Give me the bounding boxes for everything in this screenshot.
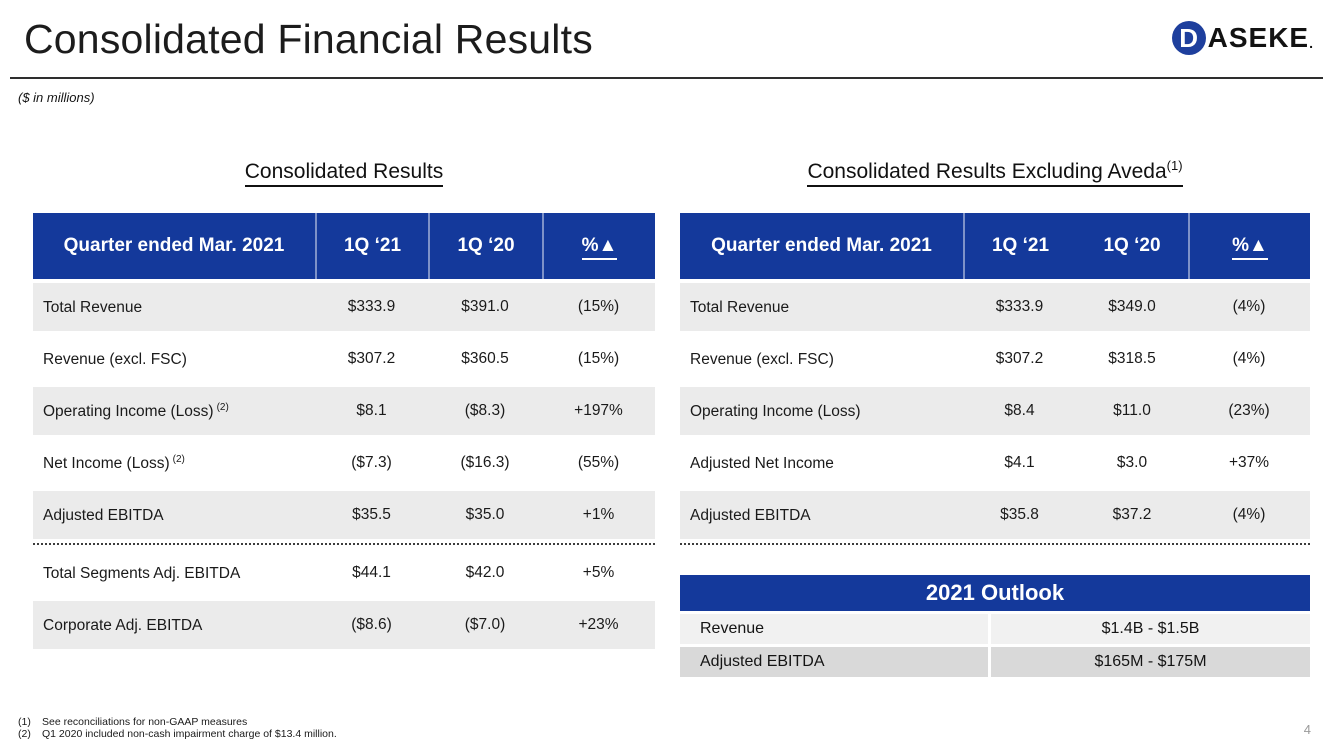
col-header-1q20: 1Q ‘20 [428,213,542,279]
row-label: Corporate Adj. EBITDA [33,601,315,649]
dotted-separator [33,543,655,545]
outlook-row-revenue [680,614,1310,644]
value-1q21: ($8.6) [315,601,428,649]
value-pct: (55%) [542,439,655,487]
value-1q20: $42.0 [428,549,542,597]
value-1q20: $349.0 [1076,283,1188,331]
title-divider [10,77,1323,79]
outlook-header: 2021 Outlook [680,575,1310,611]
value-1q20: $37.2 [1076,491,1188,539]
value-1q20: $11.0 [1076,387,1188,435]
outlook-table [680,575,1310,677]
value-pct: +197% [542,387,655,435]
daseke-d-icon: D [1172,21,1206,55]
value-1q20: ($8.3) [428,387,542,435]
outlook-row-ebitda [680,647,1310,677]
table-row [680,283,1310,331]
table-row [680,439,1310,487]
left-section-title: Consolidated Results [33,152,655,186]
daseke-logo-period: . [1309,35,1313,51]
row-label: Operating Income (Loss) [680,387,963,435]
footnote-2: (2) Q1 2020 included non-cash impairment charge of $13.4 million. [18,728,337,740]
table-header-row [680,213,1310,279]
row-label: Total Segments Adj. EBITDA [33,549,315,597]
page-title: Consolidated Financial Results [24,16,593,62]
row-label: Adjusted EBITDA [680,491,963,539]
col-header-quarter: Quarter ended Mar. 2021 [680,213,963,279]
value-1q21: $35.5 [315,491,428,539]
value-1q21: $333.9 [963,283,1076,331]
row-label: Total Revenue [680,283,963,331]
value-1q21: $8.4 [963,387,1076,435]
footnotes [18,716,337,740]
value-1q20: $360.5 [428,335,542,383]
value-pct: +5% [542,549,655,597]
table-row [33,549,655,597]
table-row [33,387,655,435]
table-row [33,601,655,649]
table-row [680,335,1310,383]
value-pct: (4%) [1188,283,1310,331]
excluding-aveda-table [680,209,1310,549]
value-pct: (15%) [542,283,655,331]
value-1q20: $391.0 [428,283,542,331]
table-row [680,387,1310,435]
page-number: 4 [1303,722,1311,737]
table-row [33,283,655,331]
row-label: Total Revenue [33,283,315,331]
outlook-row-value: $1.4B - $1.5B [988,614,1310,644]
daseke-logo-text: ASEKE [1207,22,1310,53]
row-label: Revenue (excl. FSC) [680,335,963,383]
value-pct: +1% [542,491,655,539]
excluding-aveda-section [680,152,1310,549]
value-pct: (4%) [1188,335,1310,383]
col-header-1q21: 1Q ‘21 [963,213,1076,279]
value-1q20: $3.0 [1076,439,1188,487]
value-1q21: $333.9 [315,283,428,331]
table-row [680,491,1310,539]
col-header-1q21: 1Q ‘21 [315,213,428,279]
value-pct: (4%) [1188,491,1310,539]
consolidated-results-table [33,209,655,653]
row-label: Revenue (excl. FSC) [33,335,315,383]
row-label: Adjusted EBITDA [33,491,315,539]
value-pct: (23%) [1188,387,1310,435]
value-1q20: ($16.3) [428,439,542,487]
table-row [33,335,655,383]
col-header-pct-change: %▲ [1188,213,1310,279]
outlook-row-value: $165M - $175M [988,647,1310,677]
col-header-pct-change: %▲ [542,213,655,279]
col-header-1q20: 1Q ‘20 [1076,213,1188,279]
value-pct: +23% [542,601,655,649]
col-header-quarter: Quarter ended Mar. 2021 [33,213,315,279]
row-label: Net Income (Loss) $^{(2)}$ [33,439,315,487]
value-pct: (15%) [542,335,655,383]
value-1q21: $44.1 [315,549,428,597]
value-1q21: ($7.3) [315,439,428,487]
outlook-row-label: Adjusted EBITDA [700,653,825,670]
units-note: ($ in millions) [18,90,95,105]
value-1q21: $35.8 [963,491,1076,539]
value-1q21: $307.2 [315,335,428,383]
consolidated-results-section [33,152,655,653]
footnote-1: (1) See reconciliations for non-GAAP measures [18,716,248,728]
value-1q21: $8.1 [315,387,428,435]
row-label: Adjusted Net Income [680,439,963,487]
outlook-row-label: Revenue [700,620,765,637]
table-row [33,491,655,539]
value-pct: +37% [1188,439,1310,487]
value-1q20: $318.5 [1076,335,1188,383]
value-1q21: $307.2 [963,335,1076,383]
table-row [33,439,655,487]
daseke-logo [1172,21,1313,55]
table-header-row [33,213,655,279]
row-label: Operating Income (Loss) $^{(2)}$ [33,387,315,435]
value-1q20: ($7.0) [428,601,542,649]
dotted-separator [680,543,1310,545]
value-1q21: $4.1 [963,439,1076,487]
right-section-title: Consolidated Results Excluding Aveda$^{(1)}$ [680,152,1310,186]
value-1q20: $35.0 [428,491,542,539]
